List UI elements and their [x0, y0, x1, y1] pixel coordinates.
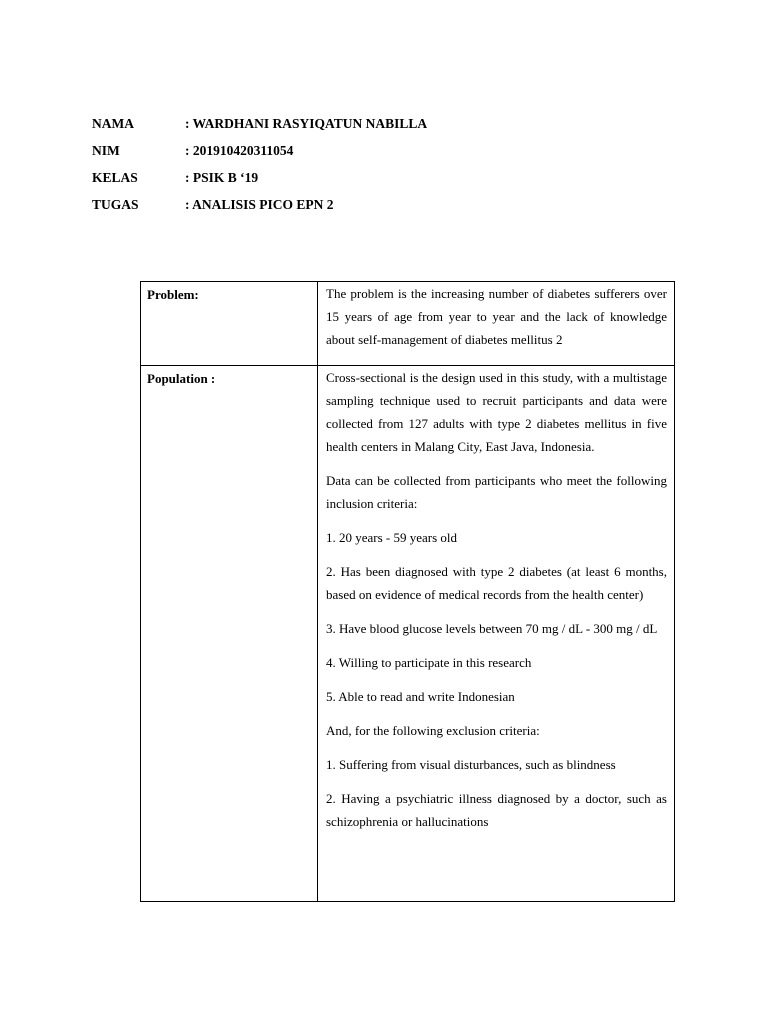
info-label-nama: NAMA: [92, 116, 134, 131]
student-info-header: [92, 113, 427, 221]
info-row-nim: [92, 140, 427, 167]
population-paragraph: 2. Has been diagnosed with type 2 diabetes (at least 6 months, based on evidence of medical records from the health center): [326, 564, 667, 602]
population-paragraph: 3. Have blood glucose levels between 70 mg / dL - 300 mg / dL: [326, 621, 658, 636]
info-row-nama: [92, 113, 427, 140]
table-row-problem: [141, 282, 675, 366]
population-paragraph: 4. Willing to participate in this research: [326, 655, 532, 670]
info-row-kelas: [92, 167, 427, 194]
population-label: Population :: [141, 366, 318, 902]
population-paragraph: 1. Suffering from visual disturbances, such as blindness: [326, 757, 616, 772]
population-content: [318, 366, 675, 902]
population-paragraph: 5. Able to read and write Indonesian: [326, 689, 515, 704]
problem-label: Problem:: [141, 282, 318, 366]
pico-table: [140, 281, 675, 902]
info-value-nama: : WARDHANI RASYIQATUN NABILLA: [185, 116, 428, 131]
problem-text: The problem is the increasing number of diabetes sufferers over 15 years of age from year to year and the lack of knowledge about self-management of diabetes mellitus 2: [318, 282, 675, 366]
info-label-tugas: TUGAS: [92, 197, 139, 212]
info-row-tugas: [92, 194, 427, 221]
info-value-nim: : 201910420311054: [185, 143, 294, 158]
info-label-kelas: KELAS: [92, 170, 138, 185]
population-paragraph: And, for the following exclusion criteria:: [326, 723, 540, 738]
population-paragraph: 2. Having a psychiatric illness diagnosed by a doctor, such as schizophrenia or hallucinations: [326, 791, 667, 829]
table-row-population: [141, 366, 675, 902]
population-paragraph: 1. 20 years - 59 years old: [326, 530, 458, 545]
population-paragraph: Cross-sectional is the design used in this study, with a multistage sampling technique used to recruit participants and data were collected from 127 adults with type 2 diabetes mellitus in five health centers in Malang City, East Java, Indonesia.: [326, 370, 667, 454]
population-paragraph: Data can be collected from participants who meet the following inclusion criteria:: [326, 473, 667, 511]
info-label-nim: NIM: [92, 143, 120, 158]
info-value-tugas: : ANALISIS PICO EPN 2: [185, 197, 334, 212]
info-value-kelas: : PSIK B ‘19: [185, 170, 259, 185]
